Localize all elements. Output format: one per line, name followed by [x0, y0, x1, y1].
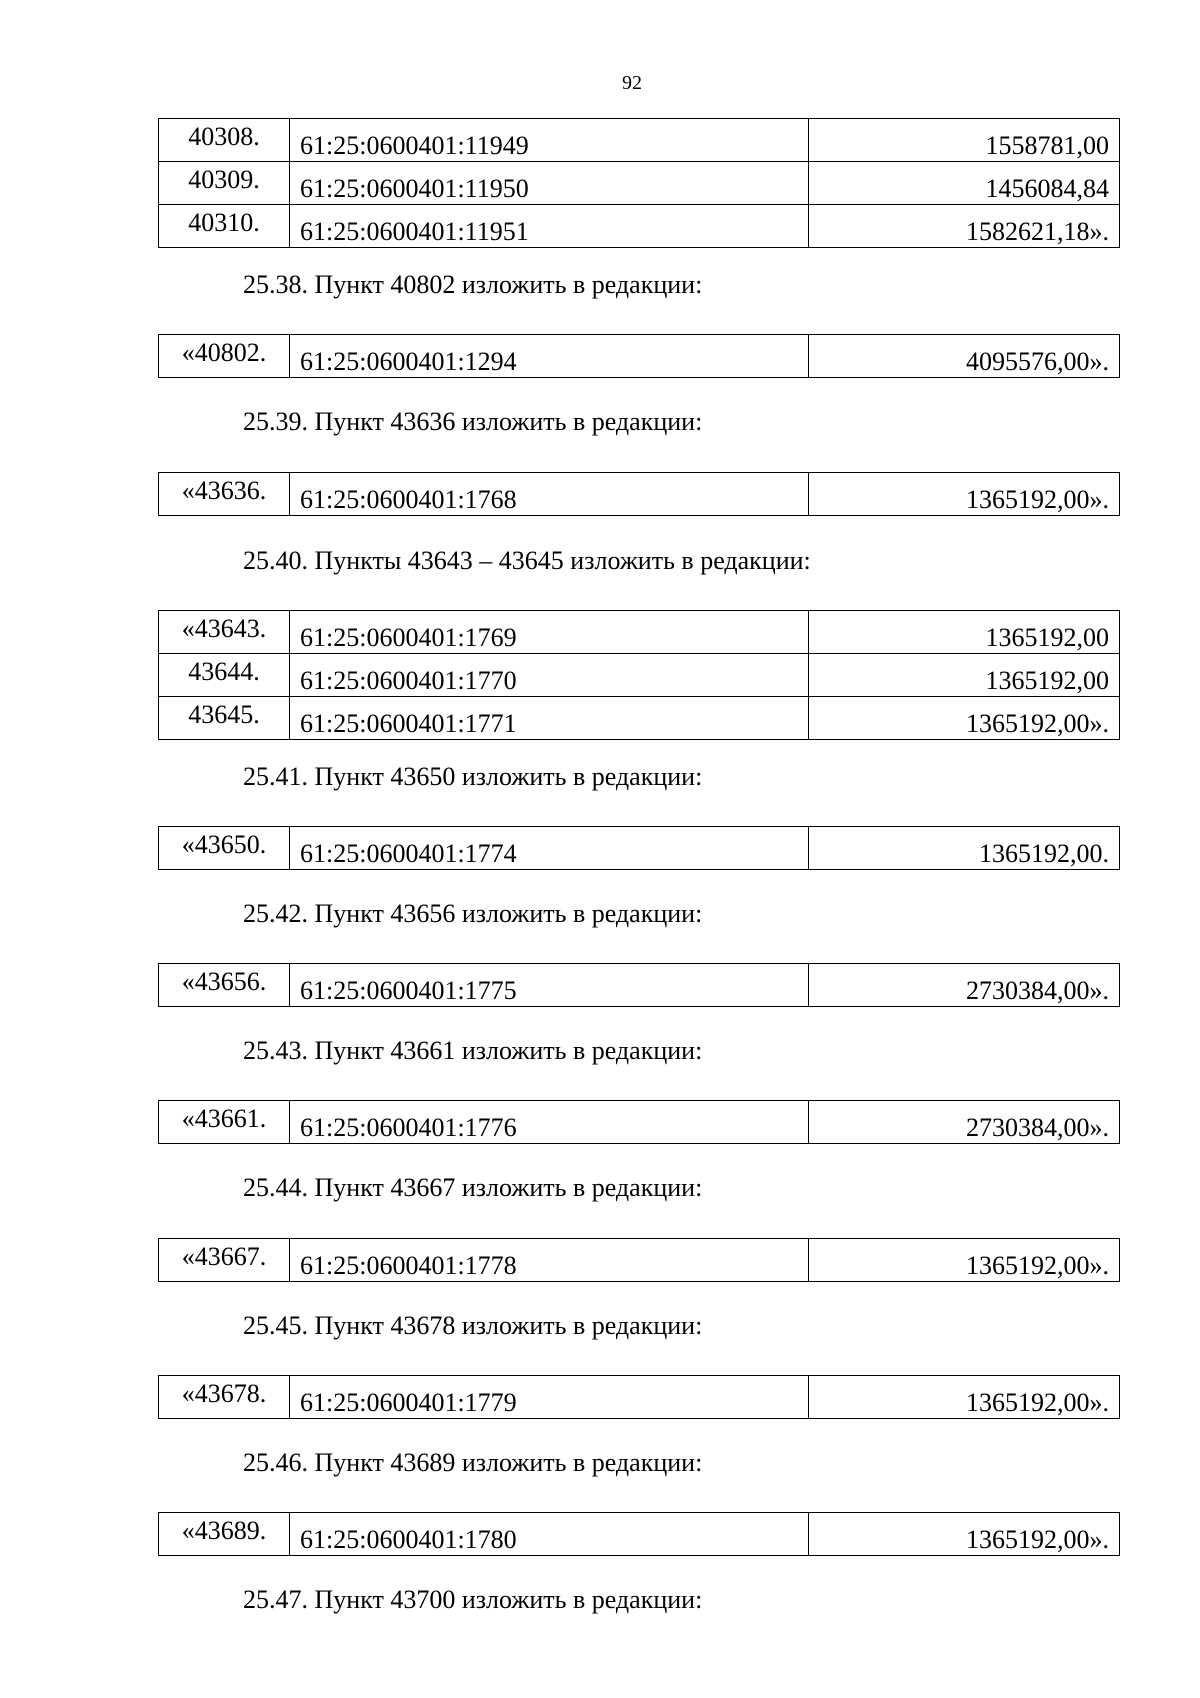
cadastral-value: 1456084,84	[809, 162, 1120, 205]
row-number: 43644.	[159, 654, 290, 697]
cadastral-value: 1365192,00».	[809, 1513, 1120, 1556]
cadastral-value: 2730384,00».	[809, 1101, 1120, 1144]
table-row	[159, 335, 1120, 378]
cadastral-number: 61:25:0600401:11950	[290, 162, 809, 205]
row-number: «40802.	[159, 335, 290, 378]
cadastral-number: 61:25:0600401:1769	[290, 611, 809, 654]
cadastral-number: 61:25:0600401:11951	[290, 205, 809, 248]
cadastral-value: 1365192,00».	[809, 1239, 1120, 1282]
row-number: 40308.	[159, 119, 290, 162]
cadastral-number: 61:25:0600401:1778	[290, 1239, 809, 1282]
table-row	[159, 827, 1120, 870]
cadastral-value: 1558781,00	[809, 119, 1120, 162]
clause-heading: 25.45. Пункт 43678 изложить в редакции:	[243, 1311, 703, 1340]
table-row	[159, 611, 1120, 654]
table-row	[159, 162, 1120, 205]
page-number: 92	[622, 72, 642, 94]
clause-heading: 25.41. Пункт 43650 изложить в редакции:	[243, 762, 703, 791]
row-number: «43656.	[159, 964, 290, 1007]
cadastral-value: 1365192,00».	[809, 1376, 1120, 1419]
cadastral-number: 61:25:0600401:1775	[290, 964, 809, 1007]
row-number: «43650.	[159, 827, 290, 870]
clause-heading: 25.46. Пункт 43689 изложить в редакции:	[243, 1448, 703, 1477]
cadastral-value: 2730384,00».	[809, 964, 1120, 1007]
cadastral-table	[158, 334, 1120, 378]
clause-heading: 25.40. Пункты 43643 – 43645 изложить в редакции:	[243, 546, 811, 575]
row-number: «43643.	[159, 611, 290, 654]
cadastral-table	[158, 1375, 1120, 1419]
table-row	[159, 964, 1120, 1007]
cadastral-table	[158, 1100, 1120, 1144]
row-number: «43636.	[159, 473, 290, 516]
row-number: «43678.	[159, 1376, 290, 1419]
table-row	[159, 1101, 1120, 1144]
table-row	[159, 1376, 1120, 1419]
cadastral-value: 1365192,00».	[809, 473, 1120, 516]
cadastral-number: 61:25:0600401:1771	[290, 697, 809, 740]
cadastral-number: 61:25:0600401:11949	[290, 119, 809, 162]
cadastral-table	[158, 826, 1120, 870]
clause-heading: 25.44. Пункт 43667 изложить в редакции:	[243, 1173, 703, 1202]
cadastral-table	[158, 963, 1120, 1007]
clause-heading: 25.39. Пункт 43636 изложить в редакции:	[243, 407, 703, 436]
row-number: «43689.	[159, 1513, 290, 1556]
cadastral-number: 61:25:0600401:1768	[290, 473, 809, 516]
cadastral-value: 1365192,00».	[809, 697, 1120, 740]
cadastral-value: 1582621,18».	[809, 205, 1120, 248]
cadastral-table-top	[158, 118, 1120, 248]
cadastral-table	[158, 1512, 1120, 1556]
cadastral-value: 1365192,00	[809, 611, 1120, 654]
cadastral-number: 61:25:0600401:1780	[290, 1513, 809, 1556]
cadastral-number: 61:25:0600401:1779	[290, 1376, 809, 1419]
row-number: 40309.	[159, 162, 290, 205]
table-row	[159, 697, 1120, 740]
cadastral-number: 61:25:0600401:1776	[290, 1101, 809, 1144]
cadastral-number: 61:25:0600401:1770	[290, 654, 809, 697]
table-row	[159, 1513, 1120, 1556]
table-row	[159, 654, 1120, 697]
cadastral-table	[158, 472, 1120, 516]
cadastral-number: 61:25:0600401:1294	[290, 335, 809, 378]
cadastral-value: 1365192,00	[809, 654, 1120, 697]
cadastral-table	[158, 1238, 1120, 1282]
cadastral-table	[158, 610, 1120, 740]
table-row	[159, 205, 1120, 248]
row-number: «43661.	[159, 1101, 290, 1144]
cadastral-number: 61:25:0600401:1774	[290, 827, 809, 870]
clause-heading: 25.47. Пункт 43700 изложить в редакции:	[243, 1585, 703, 1614]
row-number: 40310.	[159, 205, 290, 248]
row-number: «43667.	[159, 1239, 290, 1282]
cadastral-value: 1365192,00.	[809, 827, 1120, 870]
cadastral-value: 4095576,00».	[809, 335, 1120, 378]
clause-heading: 25.43. Пункт 43661 изложить в редакции:	[243, 1036, 703, 1065]
row-number: 43645.	[159, 697, 290, 740]
clause-heading: 25.38. Пункт 40802 изложить в редакции:	[243, 270, 703, 299]
table-row	[159, 473, 1120, 516]
table-row	[159, 119, 1120, 162]
table-row	[159, 1239, 1120, 1282]
clause-heading: 25.42. Пункт 43656 изложить в редакции:	[243, 899, 703, 928]
